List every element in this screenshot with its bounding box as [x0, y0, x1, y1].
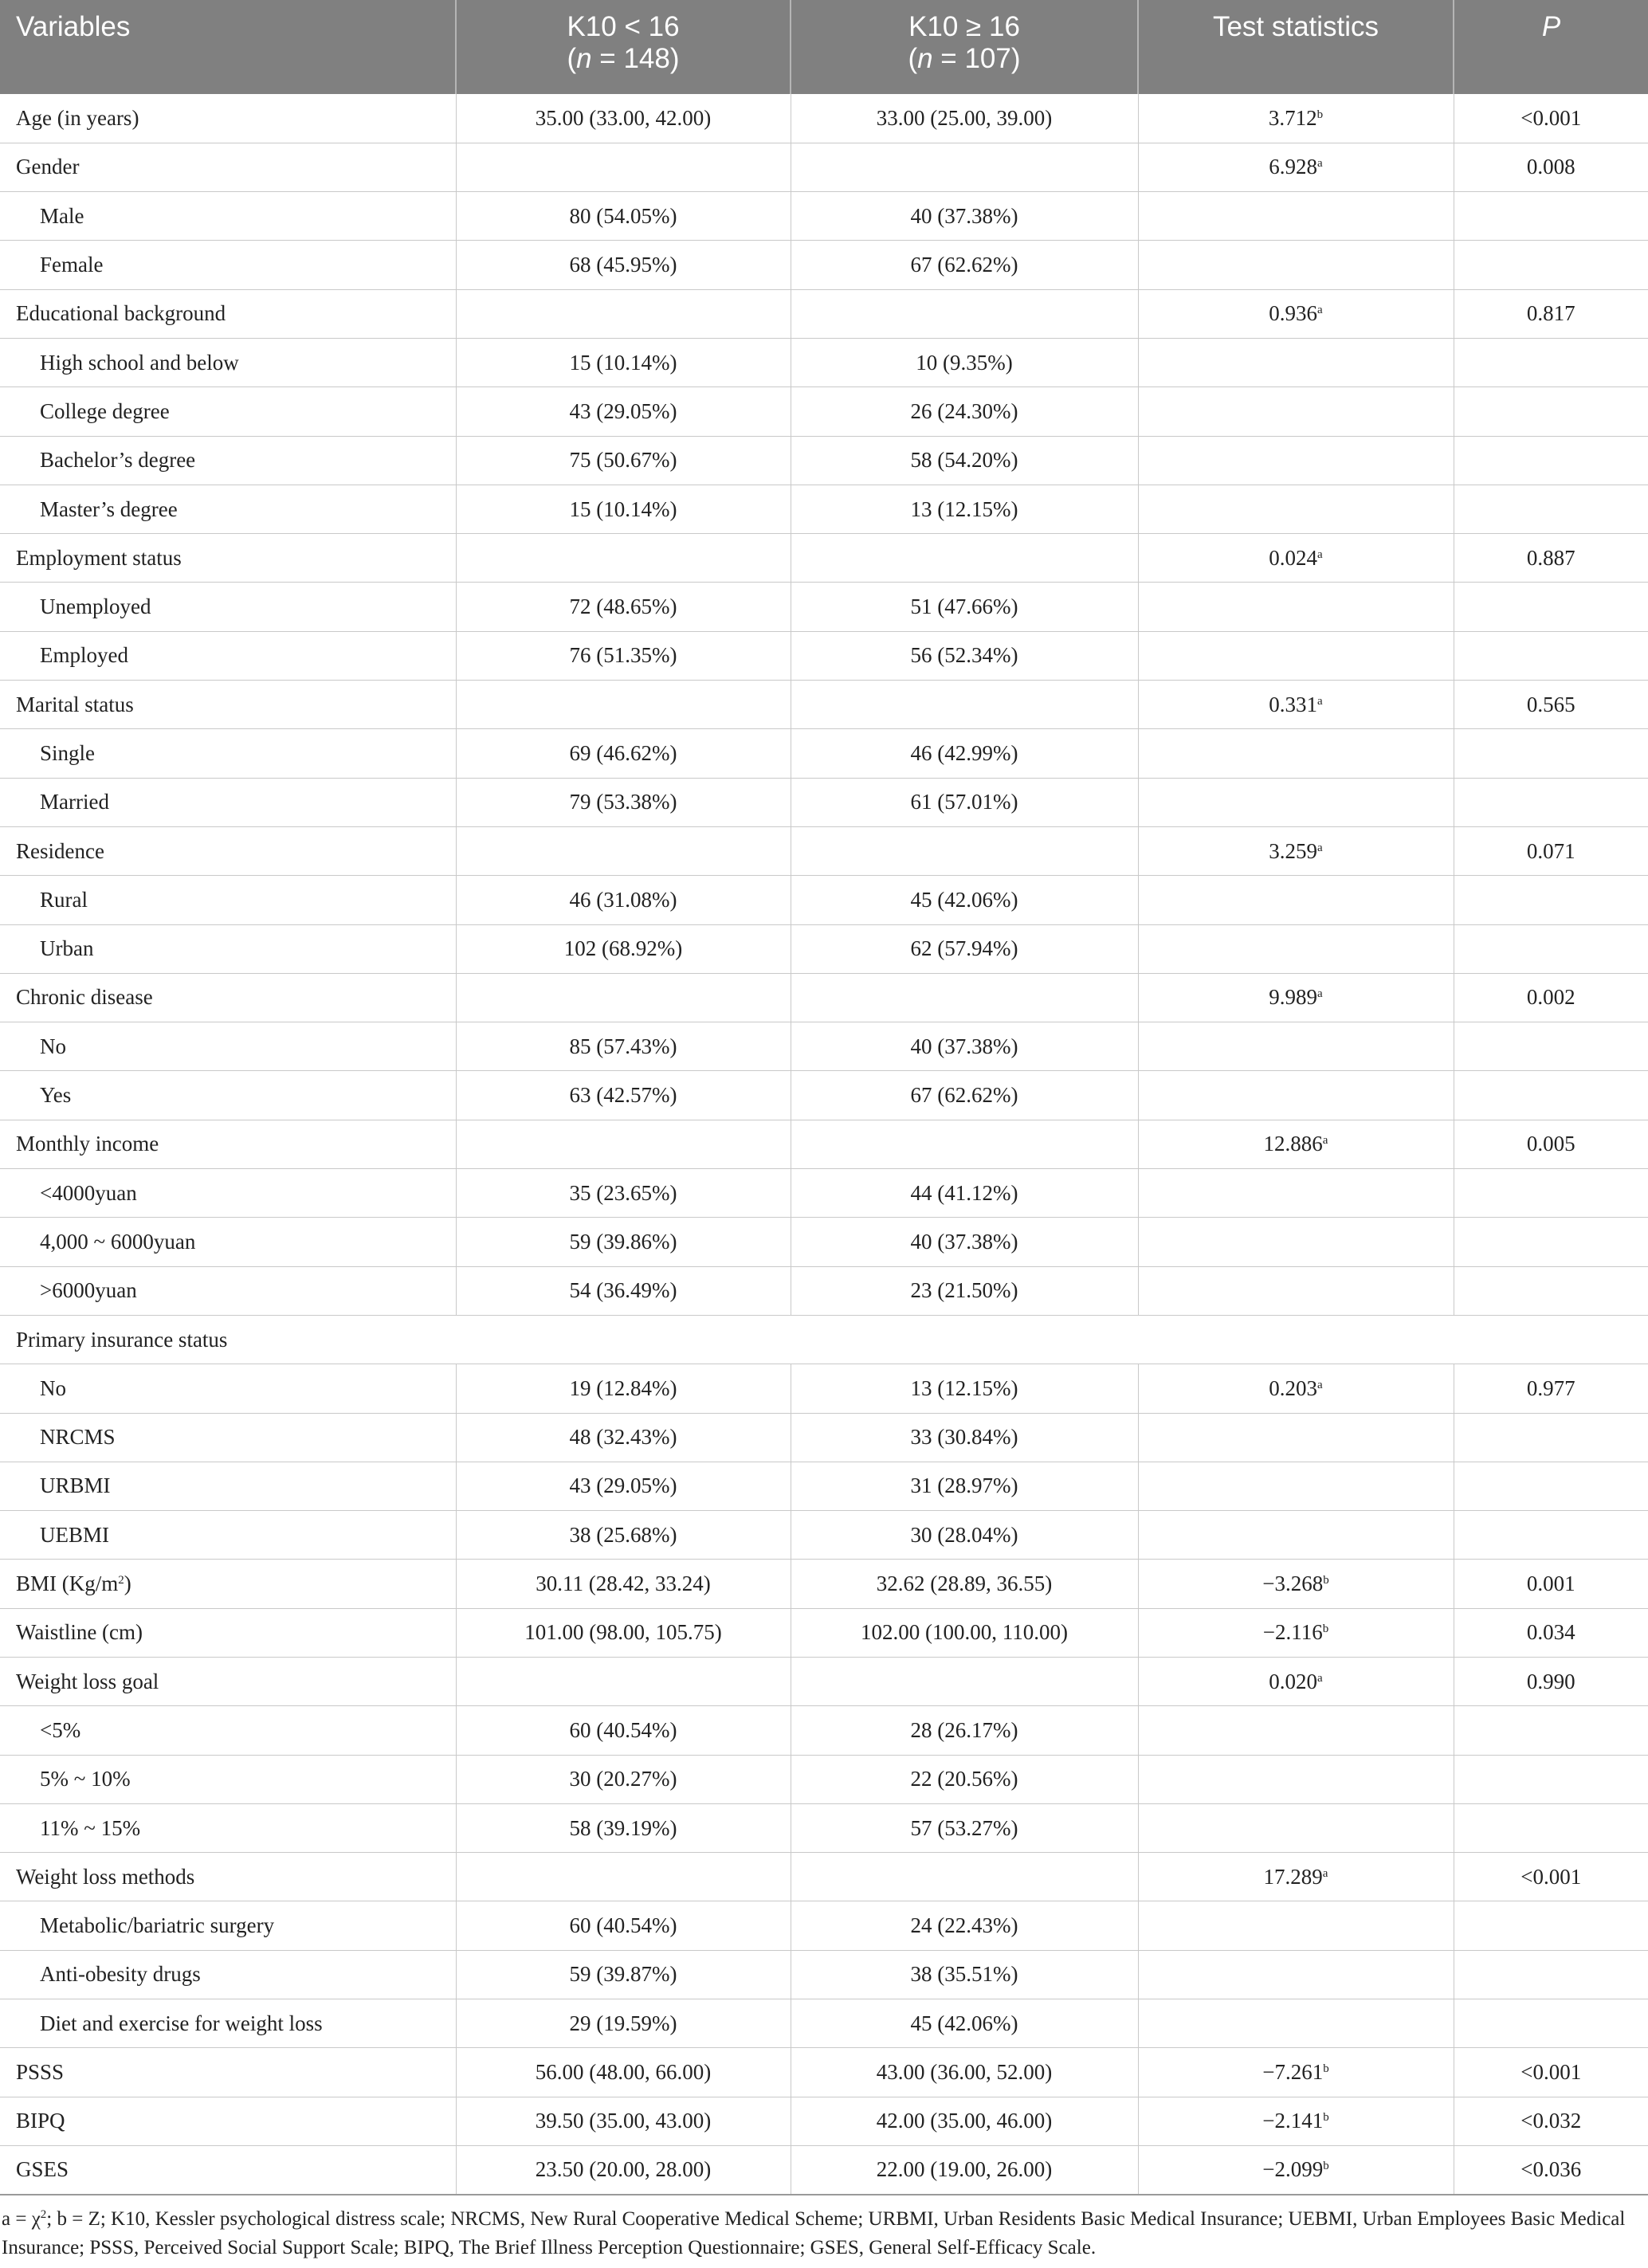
cell-p-value	[1454, 1901, 1648, 1950]
cell-variable: PSSS	[0, 2048, 456, 2097]
cell-k10-high: 45 (42.06%)	[791, 1999, 1138, 2048]
cell-k10-high: 26 (24.30%)	[791, 387, 1138, 436]
table-row	[0, 1022, 1648, 1071]
cell-variable: Waistline (cm)	[0, 1608, 456, 1657]
cell-variable: Anti-obesity drugs	[0, 1950, 456, 1999]
table-row	[0, 94, 1648, 143]
cell-k10-low: 30 (20.27%)	[456, 1755, 791, 1803]
cell-test-statistic	[1138, 1462, 1454, 1510]
cell-variable: 5% ~ 10%	[0, 1755, 456, 1803]
cell-k10-high	[791, 1853, 1138, 1901]
table-row	[0, 973, 1648, 1022]
table-row	[0, 876, 1648, 924]
cell-k10-low: 72 (48.65%)	[456, 583, 791, 631]
cell-variable: 4,000 ~ 6000yuan	[0, 1218, 456, 1266]
cell-test-statistic: −3.268$^b$	[1138, 1560, 1454, 1608]
table-row	[0, 1658, 1648, 1706]
cell-k10-high: 38 (35.51%)	[791, 1950, 1138, 1999]
cell-p-value	[1454, 1462, 1648, 1510]
cell-k10-high: 13 (12.15%)	[791, 485, 1138, 533]
table-row	[0, 436, 1648, 485]
cell-k10-high: 33 (30.84%)	[791, 1413, 1138, 1462]
table-row	[0, 2145, 1648, 2194]
cell-k10-low: 30.11 (28.42, 33.24)	[456, 1560, 791, 1608]
table-body	[0, 94, 1648, 2195]
cell-p-value	[1454, 485, 1648, 533]
table-row	[0, 289, 1648, 338]
cell-k10-low: 29 (19.59%)	[456, 1999, 791, 2048]
table-row	[0, 1901, 1648, 1950]
cell-k10-high: 40 (37.38%)	[791, 1218, 1138, 1266]
cell-variable: Marital status	[0, 681, 456, 729]
header-test-statistics: Test statistics	[1138, 0, 1454, 94]
cell-k10-high	[791, 826, 1138, 875]
table-row	[0, 1803, 1648, 1852]
cell-k10-high: 56 (52.34%)	[791, 631, 1138, 680]
cell-p-value	[1454, 1755, 1648, 1803]
cell-variable: Rural	[0, 876, 456, 924]
cell-k10-low	[456, 681, 791, 729]
cell-test-statistic: 17.289$^a$	[1138, 1853, 1454, 1901]
cell-p-value: 0.034	[1454, 1608, 1648, 1657]
cell-variable: Metabolic/bariatric surgery	[0, 1901, 456, 1950]
cell-test-statistic	[1138, 1266, 1454, 1315]
cell-test-statistic	[1138, 1803, 1454, 1852]
cell-test-statistic: 9.989$^a$	[1138, 973, 1454, 1022]
table-row	[0, 2097, 1648, 2145]
cell-variable: Weight loss methods	[0, 1853, 456, 1901]
cell-k10-high: 28 (26.17%)	[791, 1706, 1138, 1755]
cell-p-value: 0.990	[1454, 1658, 1648, 1706]
cell-k10-high: 62 (57.94%)	[791, 924, 1138, 973]
table-row	[0, 1560, 1648, 1608]
cell-p-value	[1454, 1266, 1648, 1315]
cell-test-statistic	[1138, 1511, 1454, 1560]
table-row	[0, 1266, 1648, 1315]
cell-test-statistic	[1138, 1999, 1454, 2048]
cell-p-value: 0.565	[1454, 681, 1648, 729]
cell-variable: Residence	[0, 826, 456, 875]
cell-p-value: <0.032	[1454, 2097, 1648, 2145]
cell-p-value: 0.008	[1454, 143, 1648, 191]
cell-p-value	[1454, 241, 1648, 289]
cell-k10-high	[791, 289, 1138, 338]
cell-k10-low: 85 (57.43%)	[456, 1022, 791, 1071]
cell-p-value: 0.001	[1454, 1560, 1648, 1608]
cell-k10-high	[791, 143, 1138, 191]
table-row	[0, 1462, 1648, 1510]
cell-k10-high: 46 (42.99%)	[791, 729, 1138, 778]
cell-test-statistic: 0.020$^a$	[1138, 1658, 1454, 1706]
cell-k10-low: 102 (68.92%)	[456, 924, 791, 973]
cell-test-statistic	[1138, 338, 1454, 387]
cell-k10-low	[456, 289, 791, 338]
cell-k10-low: 39.50 (35.00, 43.00)	[456, 2097, 791, 2145]
cell-p-value	[1454, 1071, 1648, 1120]
cell-k10-low: 68 (45.95%)	[456, 241, 791, 289]
cell-test-statistic	[1138, 485, 1454, 533]
cell-p-value	[1454, 1218, 1648, 1266]
cell-variable: Primary insurance status	[0, 1315, 1648, 1364]
cell-p-value: <0.001	[1454, 94, 1648, 143]
cell-test-statistic: 0.203$^a$	[1138, 1364, 1454, 1413]
cell-k10-high: 43.00 (36.00, 52.00)	[791, 2048, 1138, 2097]
header-row	[0, 0, 1648, 94]
table-row	[0, 1706, 1648, 1755]
cell-variable: Employed	[0, 631, 456, 680]
cell-p-value	[1454, 631, 1648, 680]
cell-variable: Urban	[0, 924, 456, 973]
cell-test-statistic: 3.259$^a$	[1138, 826, 1454, 875]
cell-variable: High school and below	[0, 338, 456, 387]
cell-p-value	[1454, 436, 1648, 485]
table-row	[0, 583, 1648, 631]
table-row	[0, 1169, 1648, 1218]
cell-test-statistic: 0.024$^a$	[1138, 534, 1454, 583]
cell-k10-low: 69 (46.62%)	[456, 729, 791, 778]
cell-k10-high: 102.00 (100.00, 110.00)	[791, 1608, 1138, 1657]
cell-k10-high	[791, 1658, 1138, 1706]
cell-p-value	[1454, 729, 1648, 778]
cell-k10-low: 60 (40.54%)	[456, 1706, 791, 1755]
cell-k10-low: 59 (39.86%)	[456, 1218, 791, 1266]
cell-k10-low	[456, 1120, 791, 1168]
cell-test-statistic	[1138, 876, 1454, 924]
cell-test-statistic: −2.116$^b$	[1138, 1608, 1454, 1657]
cell-k10-low	[456, 826, 791, 875]
cell-variable: Monthly income	[0, 1120, 456, 1168]
cell-test-statistic	[1138, 631, 1454, 680]
cell-k10-high: 31 (28.97%)	[791, 1462, 1138, 1510]
cell-k10-high	[791, 534, 1138, 583]
cell-k10-high: 45 (42.06%)	[791, 876, 1138, 924]
cell-variable: Gender	[0, 143, 456, 191]
cell-k10-high	[791, 1120, 1138, 1168]
cell-variable: Chronic disease	[0, 973, 456, 1022]
cell-p-value: <0.036	[1454, 2145, 1648, 2194]
cell-variable: No	[0, 1364, 456, 1413]
cell-p-value	[1454, 1169, 1648, 1218]
table-row	[0, 1071, 1648, 1120]
cell-test-statistic	[1138, 1071, 1454, 1120]
cell-p-value	[1454, 1950, 1648, 1999]
table-row	[0, 1511, 1648, 1560]
table-row	[0, 778, 1648, 826]
cell-variable: URBMI	[0, 1462, 456, 1510]
cell-variable: Female	[0, 241, 456, 289]
cell-k10-low: 23.50 (20.00, 28.00)	[456, 2145, 791, 2194]
table-row	[0, 1755, 1648, 1803]
cell-k10-low: 63 (42.57%)	[456, 1071, 791, 1120]
cell-k10-high: 40 (37.38%)	[791, 192, 1138, 241]
cell-p-value	[1454, 876, 1648, 924]
table-row	[0, 924, 1648, 973]
cell-k10-low: 43 (29.05%)	[456, 1462, 791, 1510]
cell-variable: Single	[0, 729, 456, 778]
table-row	[0, 192, 1648, 241]
cell-p-value	[1454, 192, 1648, 241]
cell-variable: <4000yuan	[0, 1169, 456, 1218]
header-group2-n: (n = 107)	[908, 43, 1021, 74]
table-footnote: $a = \chi^2$; b = Z; K10, Kessler psychological distress scale; NRCMS, New Rural Cooperative Medical Scheme; URBMI, Urban Residents Basic Medical Insurance; UEBMI, Urban Employees Basic Medical Insurance; PSSS, Perceived Social Support Scale; BIPQ, The Brief Illness Perception Questionnaire; GSES, General Self-Efficacy Scale.	[2, 2207, 1626, 2258]
cell-variable: Employment status	[0, 534, 456, 583]
cell-variable: NRCMS	[0, 1413, 456, 1462]
header-variables: Variables	[0, 0, 456, 94]
cell-test-statistic	[1138, 1022, 1454, 1071]
table-row	[0, 2048, 1648, 2097]
cell-variable: Educational background	[0, 289, 456, 338]
cell-p-value: 0.887	[1454, 534, 1648, 583]
cell-variable: GSES	[0, 2145, 456, 2194]
cell-test-statistic	[1138, 1950, 1454, 1999]
cell-variable: Diet and exercise for weight loss	[0, 1999, 456, 2048]
cell-k10-high: 32.62 (28.89, 36.55)	[791, 1560, 1138, 1608]
cell-k10-high: 58 (54.20%)	[791, 436, 1138, 485]
cell-test-statistic: −2.099$^b$	[1138, 2145, 1454, 2194]
cell-variable: Yes	[0, 1071, 456, 1120]
table-row	[0, 1608, 1648, 1657]
cell-variable: <5%	[0, 1706, 456, 1755]
cell-test-statistic	[1138, 192, 1454, 241]
cell-variable: No	[0, 1022, 456, 1071]
cell-p-value	[1454, 1999, 1648, 2048]
cell-variable: 11% ~ 15%	[0, 1803, 456, 1852]
cell-p-value: 0.817	[1454, 289, 1648, 338]
table-row	[0, 729, 1648, 778]
cell-k10-low: 60 (40.54%)	[456, 1901, 791, 1950]
table-row	[0, 143, 1648, 191]
cell-k10-high: 42.00 (35.00, 46.00)	[791, 2097, 1138, 2145]
cell-k10-low	[456, 534, 791, 583]
cell-k10-high: 13 (12.15%)	[791, 1364, 1138, 1413]
cell-k10-high: 22 (20.56%)	[791, 1755, 1138, 1803]
header-group2-title: K10 ≥ 16	[908, 11, 1020, 42]
table-row	[0, 338, 1648, 387]
cell-k10-low: 43 (29.05%)	[456, 387, 791, 436]
cell-k10-low: 79 (53.38%)	[456, 778, 791, 826]
cell-k10-low: 15 (10.14%)	[456, 338, 791, 387]
cell-k10-high	[791, 973, 1138, 1022]
header-group-k10-high	[791, 0, 1138, 94]
table-row	[0, 387, 1648, 436]
table-row	[0, 1120, 1648, 1168]
cell-k10-high	[791, 681, 1138, 729]
cell-variable: UEBMI	[0, 1511, 456, 1560]
cell-k10-high: 23 (21.50%)	[791, 1266, 1138, 1315]
cell-k10-high: 51 (47.66%)	[791, 583, 1138, 631]
cell-p-value	[1454, 778, 1648, 826]
cell-k10-low: 76 (51.35%)	[456, 631, 791, 680]
cell-p-value: 0.071	[1454, 826, 1648, 875]
cell-p-value	[1454, 1803, 1648, 1852]
cell-p-value	[1454, 338, 1648, 387]
cell-k10-low: 35 (23.65%)	[456, 1169, 791, 1218]
cell-k10-high: 22.00 (19.00, 26.00)	[791, 2145, 1138, 2194]
cell-k10-low: 54 (36.49%)	[456, 1266, 791, 1315]
cell-k10-low	[456, 1658, 791, 1706]
cell-variable: Bachelor’s degree	[0, 436, 456, 485]
cell-test-statistic	[1138, 778, 1454, 826]
table-row	[0, 485, 1648, 533]
cell-k10-high: 10 (9.35%)	[791, 338, 1138, 387]
cell-k10-low: 35.00 (33.00, 42.00)	[456, 94, 791, 143]
cell-p-value	[1454, 1022, 1648, 1071]
cell-k10-low: 80 (54.05%)	[456, 192, 791, 241]
cell-p-value: <0.001	[1454, 2048, 1648, 2097]
cell-variable: Married	[0, 778, 456, 826]
cell-test-statistic	[1138, 1413, 1454, 1462]
table-row	[0, 1218, 1648, 1266]
cell-variable: Weight loss goal	[0, 1658, 456, 1706]
cell-p-value	[1454, 387, 1648, 436]
cell-k10-low: 19 (12.84%)	[456, 1364, 791, 1413]
cell-test-statistic	[1138, 729, 1454, 778]
cell-test-statistic	[1138, 1755, 1454, 1803]
cell-variable: BMI $(Kg/m^2)$	[0, 1560, 456, 1608]
cell-test-statistic: −2.141$^b$	[1138, 2097, 1454, 2145]
cell-k10-high: 40 (37.38%)	[791, 1022, 1138, 1071]
cell-variable: Male	[0, 192, 456, 241]
cell-variable: College degree	[0, 387, 456, 436]
header-group1-n: (n = 148)	[567, 43, 680, 74]
cell-test-statistic	[1138, 1901, 1454, 1950]
cell-k10-low: 15 (10.14%)	[456, 485, 791, 533]
cell-variable: Unemployed	[0, 583, 456, 631]
cell-variable: BIPQ	[0, 2097, 456, 2145]
cell-test-statistic	[1138, 387, 1454, 436]
table-row	[0, 1950, 1648, 1999]
cell-k10-low: 75 (50.67%)	[456, 436, 791, 485]
table-header	[0, 0, 1648, 94]
cell-p-value: 0.977	[1454, 1364, 1648, 1413]
cell-test-statistic	[1138, 924, 1454, 973]
cell-k10-high: 24 (22.43%)	[791, 1901, 1138, 1950]
cell-k10-low: 58 (39.19%)	[456, 1803, 791, 1852]
cell-test-statistic	[1138, 436, 1454, 485]
cell-test-statistic: 6.928$^a$	[1138, 143, 1454, 191]
cell-variable: >6000yuan	[0, 1266, 456, 1315]
table-row	[0, 1315, 1648, 1364]
cell-p-value	[1454, 1706, 1648, 1755]
table-row	[0, 681, 1648, 729]
cell-k10-low: 56.00 (48.00, 66.00)	[456, 2048, 791, 2097]
cell-k10-low: 101.00 (98.00, 105.75)	[456, 1608, 791, 1657]
table-row	[0, 534, 1648, 583]
cell-p-value: 0.005	[1454, 1120, 1648, 1168]
cell-test-statistic: −7.261$^b$	[1138, 2048, 1454, 2097]
table-row	[0, 241, 1648, 289]
table-row	[0, 1853, 1648, 1901]
cell-test-statistic: 0.331$^a$	[1138, 681, 1454, 729]
table-row	[0, 1413, 1648, 1462]
table-row	[0, 1999, 1648, 2048]
cell-k10-high: 30 (28.04%)	[791, 1511, 1138, 1560]
cell-test-statistic	[1138, 241, 1454, 289]
table-row	[0, 1364, 1648, 1413]
cell-test-statistic	[1138, 583, 1454, 631]
cell-k10-low: 38 (25.68%)	[456, 1511, 791, 1560]
cell-test-statistic: 0.936$^a$	[1138, 289, 1454, 338]
cell-k10-high: 67 (62.62%)	[791, 241, 1138, 289]
table-row	[0, 631, 1648, 680]
cell-k10-low: 46 (31.08%)	[456, 876, 791, 924]
cell-p-value	[1454, 583, 1648, 631]
cell-k10-low: 48 (32.43%)	[456, 1413, 791, 1462]
cell-variable: Age (in years)	[0, 94, 456, 143]
cell-variable: Master’s degree	[0, 485, 456, 533]
cell-test-statistic: 12.886$^a$	[1138, 1120, 1454, 1168]
cell-test-statistic	[1138, 1169, 1454, 1218]
header-group1-title: K10 < 16	[567, 11, 680, 42]
cell-p-value: <0.001	[1454, 1853, 1648, 1901]
cell-k10-high: 57 (53.27%)	[791, 1803, 1138, 1852]
cell-k10-high: 33.00 (25.00, 39.00)	[791, 94, 1138, 143]
cell-p-value	[1454, 924, 1648, 973]
cell-test-statistic	[1138, 1706, 1454, 1755]
cell-p-value	[1454, 1511, 1648, 1560]
cell-test-statistic	[1138, 1218, 1454, 1266]
cell-k10-high: 44 (41.12%)	[791, 1169, 1138, 1218]
cell-k10-high: 61 (57.01%)	[791, 778, 1138, 826]
cell-k10-low	[456, 973, 791, 1022]
cell-p-value	[1454, 1413, 1648, 1462]
cell-k10-low	[456, 1853, 791, 1901]
header-p-value: P	[1454, 0, 1648, 94]
cell-p-value: 0.002	[1454, 973, 1648, 1022]
header-group-k10-low	[456, 0, 791, 94]
cell-k10-low: 59 (39.87%)	[456, 1950, 791, 1999]
cell-k10-low	[456, 143, 791, 191]
cell-k10-high: 67 (62.62%)	[791, 1071, 1138, 1120]
table-row	[0, 826, 1648, 875]
cell-test-statistic: 3.712$^b$	[1138, 94, 1454, 143]
